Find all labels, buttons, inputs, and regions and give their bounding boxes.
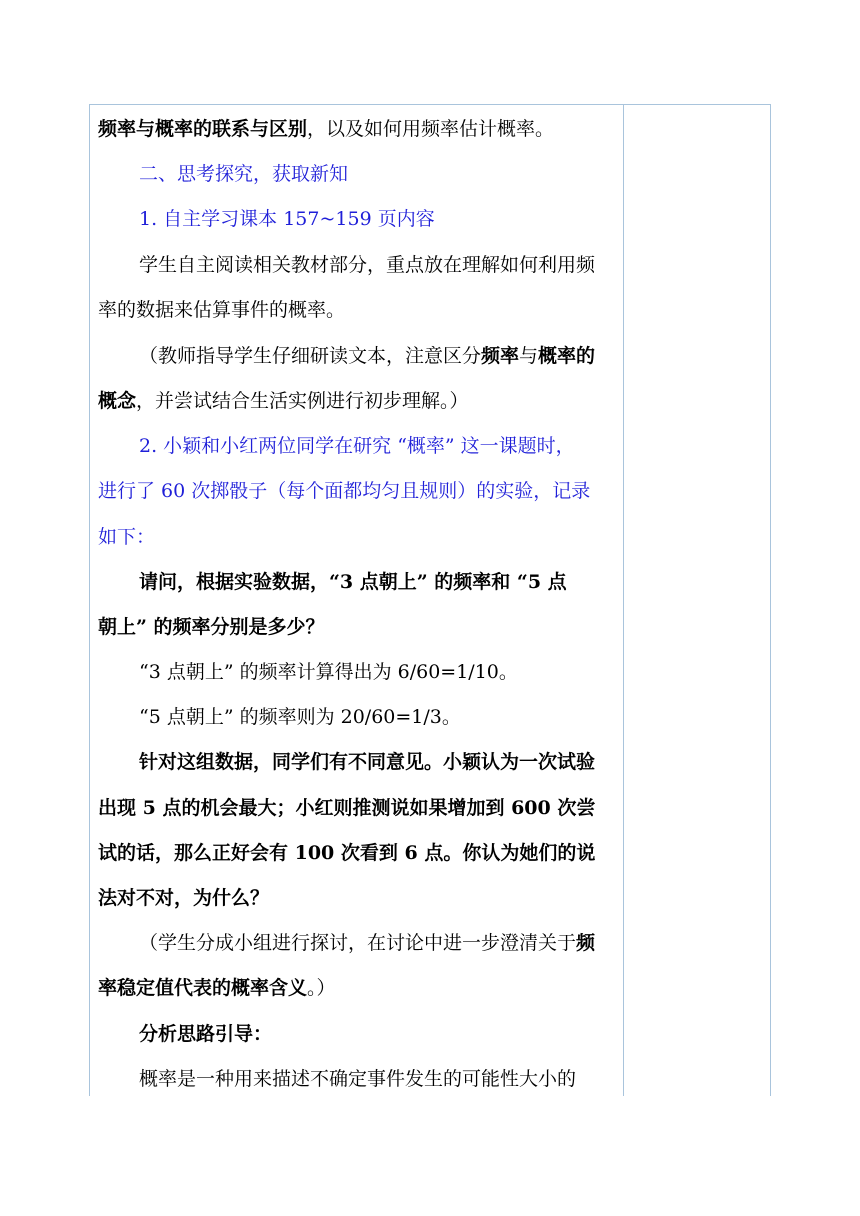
subsection-1: 1. 自主学习课本 157~159 页内容	[139, 208, 435, 230]
line-4: 学生自主阅读相关教材部分，重点放在理解如何利用频	[139, 254, 596, 276]
line-9: 进行了 60 次掷骰子（每个面都均匀且规则）的实验，记录	[98, 480, 591, 502]
line-7: 概念，并尝试结合生活实例进行初步理解。）	[98, 390, 469, 412]
answer-line-1: “3 点朝上” 的频率计算得出为 6/60=1/10。	[139, 661, 518, 683]
analysis-heading: 分析思路引导：	[139, 1023, 273, 1045]
section-heading: 二、思考探究，获取新知	[139, 163, 349, 185]
line-1: 频率与概率的联系与区别，以及如何用频率估计概率。	[98, 118, 555, 140]
line-5: 率的数据来估算事件的概率。	[98, 299, 346, 321]
discussion-line-3: 试的话，那么正好会有 100 次看到 6 点。你认为她们的说	[98, 842, 596, 864]
discussion-line-1: 针对这组数据，同学们有不同意见。小颖认为一次试验	[139, 751, 596, 773]
column-divider	[623, 105, 624, 1096]
line-10: 如下：	[98, 526, 156, 548]
discussion-line-2: 出现 5 点的机会最大；小红则推测说如果增加到 600 次尝	[98, 797, 596, 819]
analysis-line-1: 概率是一种用来描述不确定事件发生的可能性大小的	[139, 1068, 577, 1090]
discussion-line-4: 法对不对，为什么？	[98, 887, 270, 909]
note-line-2: 率稳定值代表的概率含义。）	[98, 977, 336, 999]
note-line-1: （学生分成小组进行探讨，在讨论中进一步澄清关于频	[139, 932, 596, 954]
question-line-2: 朝上” 的频率分别是多少？	[98, 616, 325, 638]
answer-line-2: “5 点朝上” 的频率则为 20/60=1/3。	[139, 706, 461, 728]
subsection-2: 2. 小颖和小红两位同学在研究 “概率” 这一课题时，	[139, 435, 575, 457]
question-line-1: 请问，根据实验数据，“3 点朝上” 的频率和 “5 点	[139, 571, 567, 593]
lesson-table	[89, 104, 771, 1096]
line-6: （教师指导学生仔细研读文本，注意区分频率与概率的	[139, 345, 596, 367]
